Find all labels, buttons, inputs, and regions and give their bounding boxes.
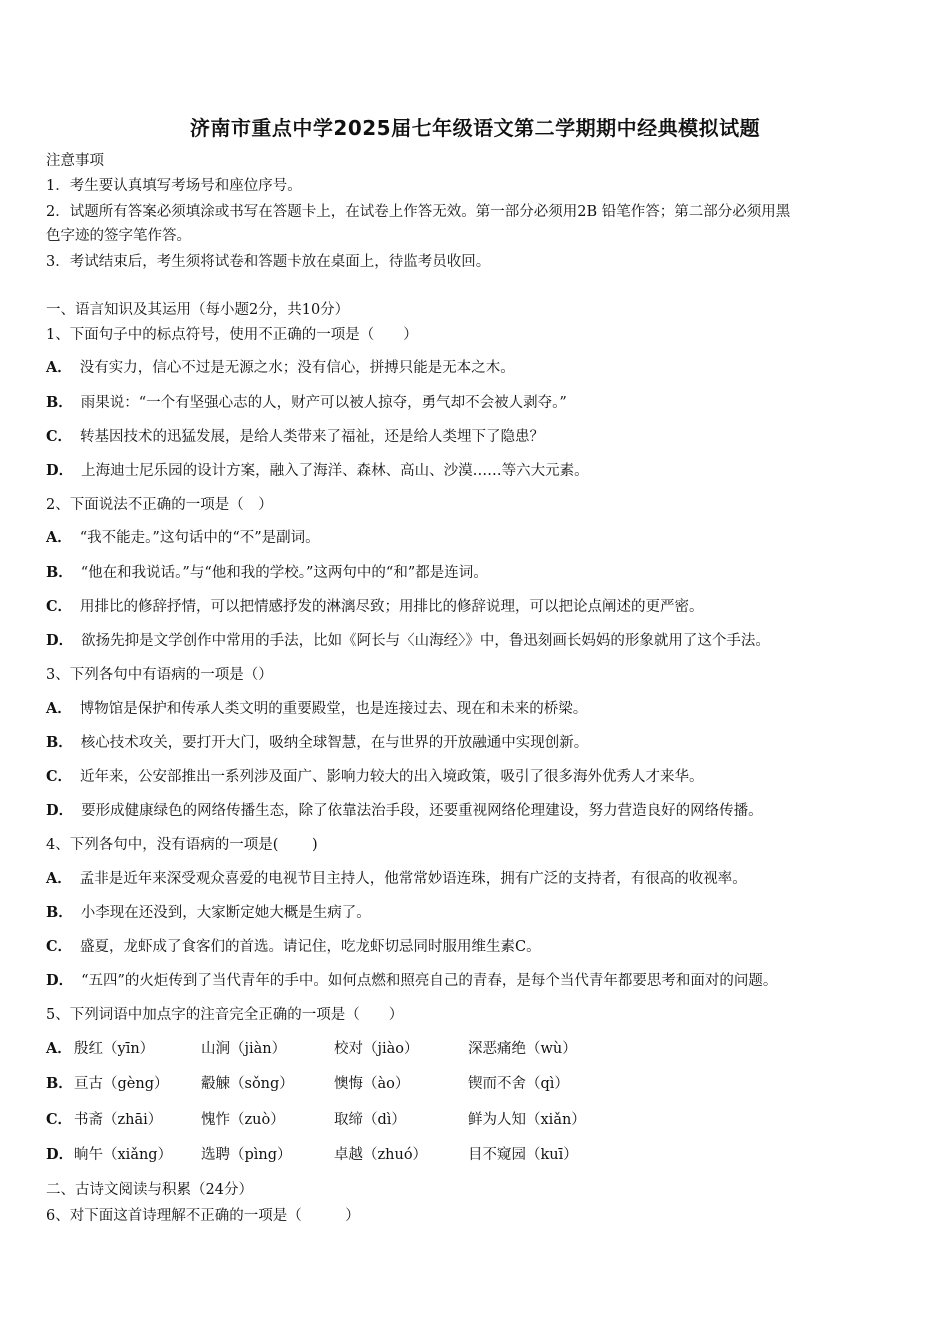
notice-item: 色字迹的签字笔作答。	[46, 228, 191, 244]
option-letter: D．	[46, 802, 74, 819]
option-text: 要形成健康绿色的网络传播生态，除了依靠法治手段，还要重视网络伦理建设，努力营造良好的网络传播。	[81, 803, 763, 819]
option-text: 盛夏，龙虾成了食客们的首选。请记住，吃龙虾切忌同时服用维生素C。	[80, 939, 541, 955]
option-text: “五四”的火炬传到了当代青年的手中。如何点燃和照亮自己的青春，是每个当代青年都要思考和面对的问题。	[81, 973, 778, 989]
option-text: 没有实力，信心不过是无源之水；没有信心，拼搏只能是无本之木。	[79, 360, 515, 376]
option-letter: B．	[46, 1075, 73, 1092]
question-stem: 1、下面句子中的标点符号，使用不正确的一项是（ ）	[46, 327, 418, 343]
section-heading: 二、古诗文阅读与积累（24分）	[46, 1182, 253, 1198]
word-cell: 深恶痛绝（wù）	[468, 1041, 577, 1057]
word-cell: 锲而不舍（qì）	[468, 1076, 569, 1092]
option-a	[46, 869, 747, 889]
option-text: 小李现在还没到，大家断定她大概是生病了。	[80, 905, 371, 921]
option-letter: A．	[46, 359, 72, 376]
option-d	[46, 971, 777, 991]
section-heading: 一、语言知识及其运用（每小题2分，共10分）	[46, 302, 350, 318]
question-stem: 6、对下面这首诗理解不正确的一项是（ ）	[46, 1208, 360, 1224]
option-c	[46, 937, 541, 957]
option-text: 雨果说：“一个有坚强心志的人，财产可以被人掠夺，勇气却不会被人剥夺。”	[80, 395, 567, 411]
option-letter: D．	[46, 972, 74, 989]
word-cell: 书斋（zhāi）	[74, 1112, 163, 1128]
word-cell: 愧怍（zuò）	[201, 1112, 285, 1128]
word-cell: 目不窥园（kuī）	[468, 1147, 578, 1163]
word-cell: 殷红（yīn）	[74, 1041, 155, 1057]
option-c	[46, 597, 704, 617]
option-c	[46, 767, 704, 787]
option-c	[46, 427, 544, 447]
notice-item: 2．试题所有答案必须填涂或书写在答题卡上，在试卷上作答无效。第一部分必须用2B 铅笔作答；第二部分必须用黑	[46, 204, 791, 220]
option-letter: B．	[46, 734, 73, 751]
word-cell: 懊悔（ào）	[334, 1076, 410, 1092]
option-letter: A．	[46, 529, 72, 546]
option-text: 用排比的修辞抒情，可以把情感抒发的淋漓尽致；用排比的修辞说理，可以把论点阐述的更严密。	[80, 599, 704, 615]
option-d	[46, 631, 770, 651]
option-letter: B．	[46, 564, 73, 581]
word-cell: 卓越（zhuó）	[334, 1147, 428, 1163]
question-stem: 5、下列词语中加点字的注音完全正确的一项是（ ）	[46, 1007, 404, 1023]
option-b	[46, 733, 588, 753]
word-cell: 山涧（jiàn）	[201, 1041, 287, 1057]
option-letter: C．	[46, 428, 73, 445]
option-a	[46, 528, 320, 548]
option-letter: D．	[46, 462, 74, 479]
option-text: 上海迪士尼乐园的设计方案，融入了海洋、森林、高山、沙漠……等六大元素。	[81, 463, 589, 479]
option-letter: C．	[46, 1111, 73, 1128]
option-a	[46, 358, 515, 378]
option-letter: C．	[46, 768, 73, 785]
option-letter: C．	[46, 598, 73, 615]
option-letter: B．	[46, 394, 73, 411]
option-letter: A．	[46, 870, 72, 887]
option-text: 转基因技术的迅猛发展，是给人类带来了福祉，还是给人类埋下了隐患？	[80, 429, 545, 445]
option-text: 博物馆是保护和传承人类文明的重要殿堂，也是连接过去、现在和未来的桥梁。	[79, 701, 588, 717]
notice-item: 1．考生要认真填写考场号和座位序号。	[46, 178, 302, 194]
option-text: 近年来，公安部推出一系列涉及面广、影响力较大的出入境政策，吸引了很多海外优秀人才来华。	[80, 769, 704, 785]
word-cell: 选聘（pìng）	[201, 1147, 292, 1163]
notice-heading: 注意事项	[46, 153, 104, 169]
option-d	[46, 461, 589, 481]
option-text: “他在和我说话。”与“他和我的学校。”这两句中的“和”都是连词。	[80, 565, 488, 581]
option-letter: B．	[46, 904, 73, 921]
question-stem: 3、下列各句中有语病的一项是（）	[46, 667, 273, 683]
page-title: 济南市重点中学2025届七年级语文第二学期期中经典模拟试题	[189, 116, 761, 140]
question-stem: 4、下列各句中，没有语病的一项是( )	[46, 837, 318, 853]
word-cell: 取缔（dì）	[334, 1112, 406, 1128]
option-letter: A．	[46, 1040, 72, 1057]
word-cell: 觳觫（sǒng）	[201, 1076, 294, 1092]
option-letter: D．	[46, 1146, 74, 1163]
option-letter: C．	[46, 938, 73, 955]
option-letter: D．	[46, 632, 74, 649]
option-text: “我不能走。”这句话中的“不”是副词。	[79, 530, 320, 546]
option-b	[46, 903, 371, 923]
option-b	[46, 563, 488, 583]
word-cell: 晌午（xiǎng）	[74, 1147, 173, 1163]
word-cell: 亘古（gèng）	[74, 1076, 169, 1092]
notice-item: 3．考试结束后，考生须将试卷和答题卡放在桌面上，待监考员收回。	[46, 254, 491, 270]
option-a	[46, 699, 587, 719]
option-b	[46, 393, 567, 413]
option-text: 孟非是近年来深受观众喜爱的电视节目主持人，他常常妙语连珠，拥有广泛的支持者，有很高的收视率。	[79, 871, 747, 887]
option-d	[46, 801, 763, 821]
word-cell: 鲜为人知（xiǎn）	[468, 1112, 586, 1128]
option-letter: A．	[46, 700, 72, 717]
word-cell: 校对（jiào）	[334, 1041, 419, 1057]
option-text: 欲扬先抑是文学创作中常用的手法，比如《阿长与〈山海经〉》中，鲁迅刻画长妈妈的形象就用了这个手法。	[81, 633, 770, 649]
question-stem: 2、下面说法不正确的一项是（ ）	[46, 497, 273, 513]
option-text: 核心技术攻关，要打开大门，吸纳全球智慧，在与世界的开放融通中实现创新。	[80, 735, 589, 751]
